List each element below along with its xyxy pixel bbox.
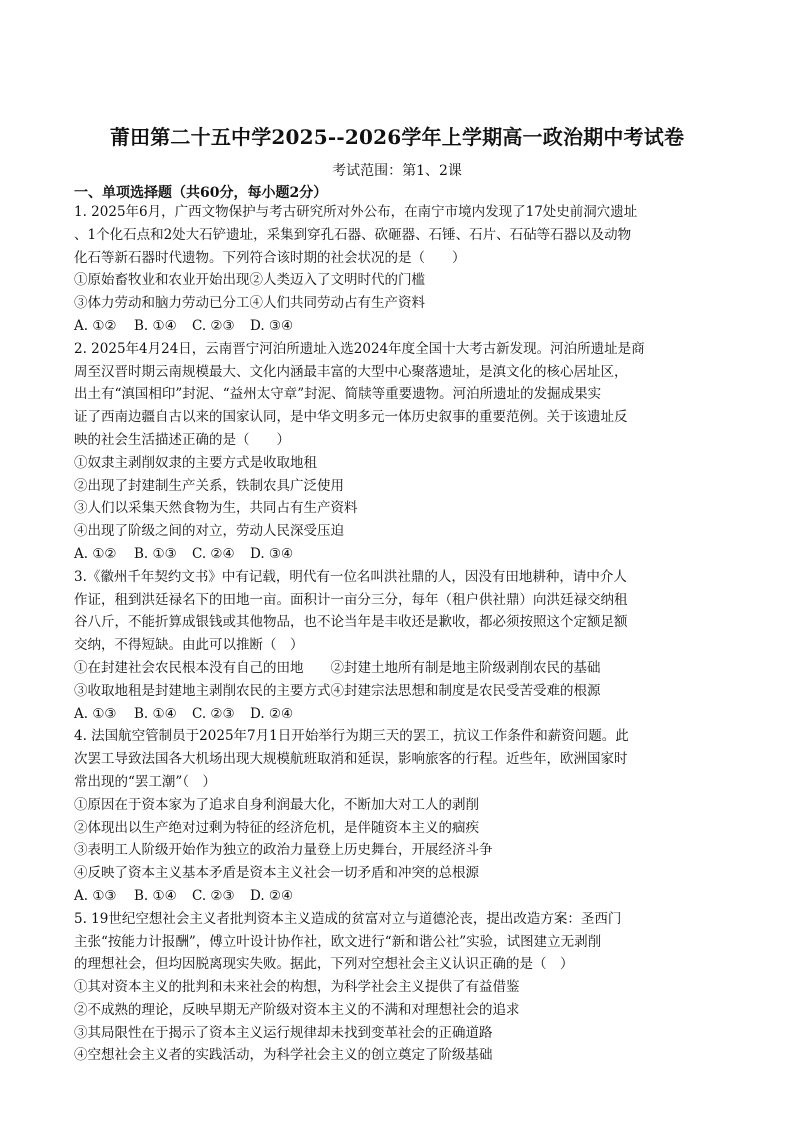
answer-options (74, 543, 726, 566)
question-stem-line: 常出现的“罢工潮”（ ） (74, 773, 217, 790)
question-stem-line: 出土有“滇国相印”封泥、“益州太守章”封泥、简牍等重要遗物。河泊所遗址的发掘成果实 (74, 386, 602, 403)
answer-option[interactable]: A. ①② (74, 317, 117, 334)
answer-option[interactable]: A. ①③ (74, 705, 117, 722)
answer-option[interactable]: A. ①③ (74, 887, 117, 904)
statement-line: ①在封建社会农民根本没有自己的田地 ②封建土地所有制是地主阶级剥削农民的基础 (74, 659, 601, 676)
question-stem-line: 化石等新石器时代遗物。下列符合该时期的社会状况的是（ ） (74, 249, 466, 266)
answer-option[interactable]: D. ③④ (250, 545, 294, 562)
question-3 (74, 566, 726, 726)
answer-option[interactable]: B. ①③ (134, 545, 177, 562)
section-heading: 一、单项选择题（共60分，每小题2分） (74, 185, 328, 201)
question-stem-line: 主张“按能力计报酬”，傅立叶设计协作社，欧文进行“新和谐公社”实验，试图建立无剥削 (74, 933, 602, 950)
statement-line: ③收取地租是封建地主剥削农民的主要方式④封建宗法思想和制度是农民受苦受难的根源 (74, 682, 601, 699)
answer-option[interactable]: D. ②④ (250, 887, 294, 904)
statement-line: ③其局限性在于揭示了资本主义运行规律却未找到变革社会的正确道路 (74, 1024, 493, 1041)
statement-line: ④出现了阶级之间的对立，劳动人民深受压迫 (74, 523, 344, 540)
statement-line: ④空想社会主义者的实践活动，为科学社会主义的创立奠定了阶级基础 (74, 1047, 493, 1064)
exam-scope: 考试范围：第1、2课 (332, 163, 462, 179)
answer-option[interactable]: C. ②③ (192, 317, 235, 334)
statement-line: ①其对资本主义的批判和未来社会的构想，为科学社会主义提供了有益借鉴 (74, 979, 520, 996)
question-stem-line: 2. 2025年4月24日，云南晋宁河泊所遗址入选2024年度全国十大考古新发现。河泊所遗址是商 (74, 340, 645, 357)
statement-line: ④反映了资本主义基本矛盾是资本主义社会一切矛盾和冲突的总根源 (74, 865, 479, 882)
statement-line: ①奴隶主剥削奴隶的主要方式是收取地租 (74, 454, 317, 471)
question-4 (74, 725, 726, 907)
question-stem-line: 的理想社会，但均因脱离现实失败。据此，下列对空想社会主义认识正确的是（ ） (74, 956, 574, 973)
question-stem-line: 4. 法国航空管制员于2025年7月1日开始举行为期三天的罢工，抗议工作条件和薪资问题。此 (74, 728, 629, 745)
answer-option[interactable]: C. ②③ (192, 705, 235, 722)
question-list (74, 201, 726, 1067)
question-stem-line: 5. 19世纪空想社会主义者批判资本主义造成的贫富对立与道德沦丧，提出改造方案：圣西门 (74, 910, 622, 927)
question-stem-line: 交纳，不得短缺。由此可以推断（ ） (74, 637, 304, 654)
answer-option[interactable]: B. ①④ (134, 705, 177, 722)
question-stem-line: 次罢工导致法国各大机场出现大规模航班取消和延误，影响旅客的行程。近些年，欧洲国家时 (74, 751, 628, 768)
question-stem-line: 证了西南边疆自古以来的国家认同，是中华文明多元一体历史叙事的重要范例。关于该遗址反 (74, 409, 628, 426)
answer-option[interactable]: B. ①④ (134, 887, 177, 904)
answer-option[interactable]: C. ②④ (192, 545, 235, 562)
statement-line: ③人们以采集天然食物为生，共同占有生产资料 (74, 500, 358, 517)
statement-line: ②出现了封建制生产关系，铁制农具广泛使用 (74, 477, 344, 494)
answer-option[interactable]: C. ②③ (192, 887, 235, 904)
question-5 (74, 908, 726, 1068)
answer-options (74, 315, 726, 338)
statement-line: ②体现出以生产绝对过剩为特征的经济危机，是伴随资本主义的痼疾 (74, 819, 479, 836)
question-stem-line: 1. 2025年6月，广西文物保护与考古研究所对外公布，在南宁市境内发现了17处史前洞穴遗址 (74, 204, 638, 220)
statement-line: ③体力劳动和脑力劳动已分工④人们共同劳动占有生产资料 (74, 295, 425, 312)
statement-line: ①原始畜牧业和农业开始出现②人类迈入了文明时代的门槛 (74, 272, 425, 289)
question-stem-line: 3.《徽州千年契约文书》中有记载，明代有一位名叫洪社鼎的人，因没有田地耕种，请中介人 (74, 568, 627, 585)
question-1 (74, 201, 726, 338)
answer-option[interactable]: D. ③④ (250, 317, 294, 334)
answer-option[interactable]: B. ①④ (134, 317, 177, 334)
answer-option[interactable]: A. ①② (74, 545, 117, 562)
exam-title: 莆田第二十五中学2025--2026学年上学期高一政治期中考试卷 (109, 125, 685, 149)
question-stem-line: 谷八斤，不能折算成银钱或其他物品，也不论当年是丰收还是歉收，都必须按照这个定额足额 (74, 614, 628, 631)
answer-options (74, 703, 726, 726)
question-stem-line: 、1个化石点和2处大石铲遗址，采集到穿孔石器、砍砸器、石锤、石片、石砧等石器以及动物 (74, 226, 632, 243)
question-stem-line: 作证，租到洪廷禄名下的田地一亩。面积计一亩分三分，每年（租户供社鼎）向洪廷禄交纳租 (74, 591, 628, 608)
statement-line: ②不成熟的理论，反映早期无产阶级对资本主义的不满和对理想社会的追求 (74, 1001, 520, 1018)
question-stem-line: 周至汉晋时期云南规模最大、文化内涵最丰富的大型中心聚落遗址，是滇文化的核心居址区， (74, 363, 628, 380)
statement-line: ①原因在于资本家为了追求自身利润最大化，不断加大对工人的剥削 (74, 796, 479, 813)
statement-line: ③表明工人阶级开始作为独立的政治力量登上历史舞台，开展经济斗争 (74, 842, 493, 859)
question-stem-line: 映的社会生活描述正确的是（ ） (74, 431, 290, 448)
answer-option[interactable]: D. ②④ (250, 705, 294, 722)
question-2 (74, 338, 726, 566)
answer-options (74, 885, 726, 908)
